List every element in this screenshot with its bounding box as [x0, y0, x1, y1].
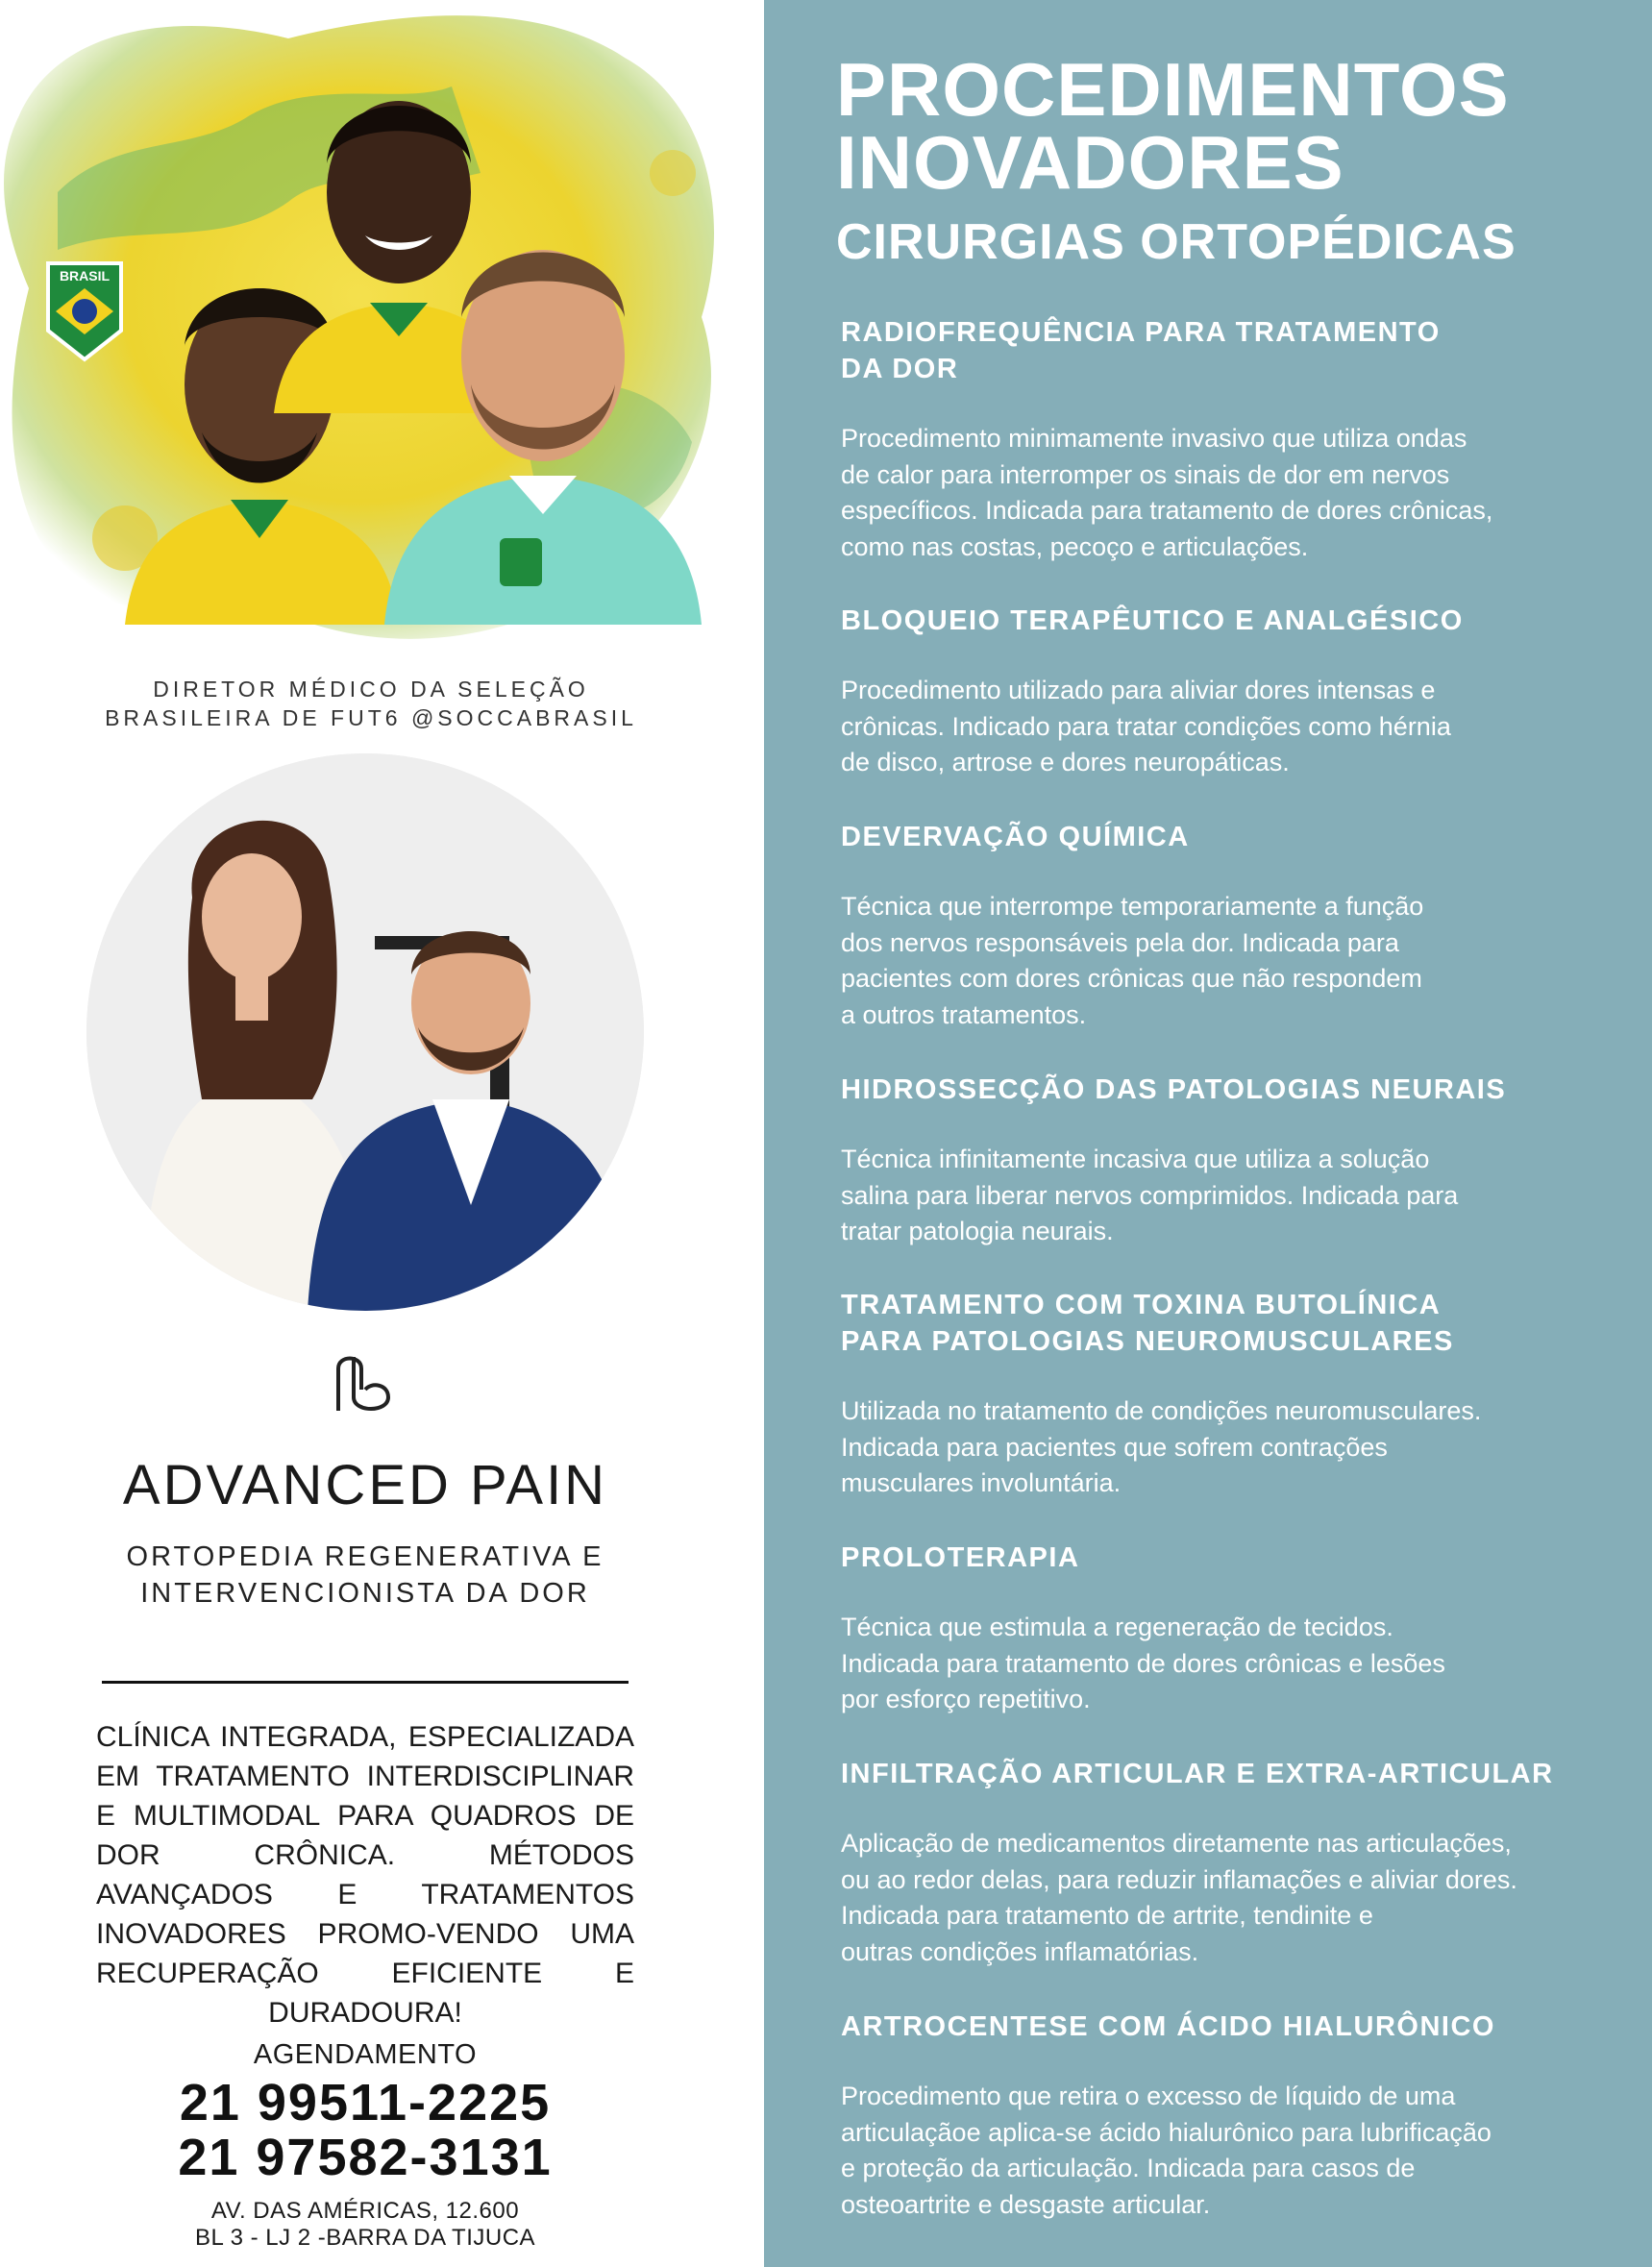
panel-subtitle: CIRURGIAS ORTOPÉDICAS — [836, 214, 1516, 270]
badge-text: BRASIL — [59, 268, 111, 283]
phone-number-2[interactable]: 21 97582-3131 — [178, 2129, 553, 2186]
advanced-pain-logo-icon — [333, 1351, 394, 1418]
phone-number-1[interactable]: 21 99511-2225 — [179, 2074, 552, 2131]
brand-subtitle-line-2: INTERVENCIONISTA DA DOR — [140, 1578, 590, 1609]
panel-title — [836, 47, 1510, 205]
hero-team-image — [0, 0, 750, 663]
clinic-description: CLÍNICA INTEGRADA, ESPECIALIZADA EM TRATAMENTO INTERDISCIPLINAR E MULTIMODAL PARA QUADROS DE DOR CRÔNICA. MÉTODOS AVANÇADOS E TRATAMENTOS INOVADORES PROMO-VENDO UMA RECUPERAÇÃO EFICIENTE E DURADOURA! — [96, 1721, 634, 2029]
procedure-heading: BLOQUEIO TERAPÊUTICO E ANALGÉSICO — [841, 605, 1464, 636]
procedure-text: Procedimento utilizado para aliviar dores intensas e crônicas. Indicado para tratar condições como hérnia de disco, artrose e dores neuropáticas. — [841, 676, 1451, 776]
panel-title-line-2: INOVADORES — [836, 120, 1344, 205]
procedure-text: Técnica que estimula a regeneração de tecidos. Indicada para tratamento de dores crônicas e lesões por esforço repetitivo. — [841, 1613, 1445, 1713]
procedure-text: Procedimento que retira o excesso de líquido de uma articulaçãoe aplica-se ácido hialurônico para lubrificação e proteção da articulação. Indicada para casos de osteoartrite e desgaste articular. — [841, 2082, 1492, 2219]
procedure-text: Técnica infinitamente incasiva que utiliza a solução salina para liberar nervos comprimidos. Indicada para tratar patologia neurais. — [841, 1145, 1459, 1245]
brasil-badge-icon — [44, 259, 125, 363]
procedure-item — [841, 819, 1610, 1033]
procedure-heading: PROLOTERAPIA — [841, 1542, 1080, 1573]
divider — [102, 1681, 629, 1684]
procedure-item — [841, 2008, 1610, 2223]
procedure-heading: HIDROSSECÇÃO DAS PATOLOGIAS NEURAIS — [841, 1074, 1507, 1105]
director-line-2: BRASILEIRA DE FUT6 @SOCCABRASIL — [105, 705, 637, 730]
procedure-item — [841, 603, 1610, 781]
procedure-item — [841, 1756, 1610, 1970]
left-column — [0, 0, 764, 2267]
procedure-heading: DEVERVAÇÃO QUÍMICA — [841, 822, 1190, 852]
agendamento-label: AGENDAMENTO — [253, 2039, 478, 2070]
procedure-text: Técnica que interrompe temporariamente a função dos nervos responsáveis pela dor. Indicada para pacientes com dores crônicas que não respondem a outros tratamentos. — [841, 892, 1424, 1029]
panel-title-line-1: PROCEDIMENTOS — [836, 47, 1510, 132]
brand-subtitle — [0, 1539, 730, 1612]
procedure-heading: INFILTRAÇÃO ARTICULAR E EXTRA-ARTICULAR — [841, 1759, 1554, 1789]
procedure-heading: RADIOFREQUÊNCIA PARA TRATAMENTO DA DOR — [841, 317, 1441, 384]
procedure-item — [841, 1540, 1610, 1718]
procedures-panel — [764, 0, 1652, 2267]
director-caption — [0, 675, 742, 732]
procedure-heading: ARTROCENTESE COM ÁCIDO HIALURÔNICO — [841, 2011, 1495, 2042]
brand-subtitle-line-1: ORTOPEDIA REGENERATIVA E — [126, 1541, 604, 1572]
procedure-text: Utilizada no tratamento de condições neuromusculares. Indicada para pacientes que sofrem contrações musculares involuntária. — [841, 1396, 1482, 1497]
address-line-1: AV. DAS AMÉRICAS, 12.600 — [210, 2198, 520, 2224]
brand-name: ADVANCED PAIN — [122, 1454, 608, 1516]
doctors-photo — [86, 753, 644, 1311]
procedure-text: Procedimento minimamente invasivo que utiliza ondas de calor para interromper os sinais de dor em nervos específicos. Indicada para tratamento de dores crônicas, como nas costas, pecoço e articulações. — [841, 424, 1493, 561]
doctors-photo-illustration — [86, 753, 644, 1311]
procedure-item — [841, 1287, 1610, 1502]
director-line-1: DIRETOR MÉDICO DA SELEÇÃO — [153, 677, 589, 702]
procedure-item — [841, 314, 1610, 565]
procedure-text: Aplicação de medicamentos diretamente nas articulações, ou ao redor delas, para reduzir inflamações e aliviar dores. Indicada para tratamento de artrite, tendinite e outras condições inflamatórias. — [841, 1829, 1517, 1966]
procedure-heading: TRATAMENTO COM TOXINA BUTOLÍNICA PARA PATOLOGIAS NEUROMUSCULARES — [841, 1290, 1454, 1357]
address-line-2: BL 3 - LJ 2 -BARRA DA TIJUCA — [194, 2225, 536, 2251]
player-right-illustration — [384, 183, 702, 625]
procedure-item — [841, 1072, 1610, 1250]
